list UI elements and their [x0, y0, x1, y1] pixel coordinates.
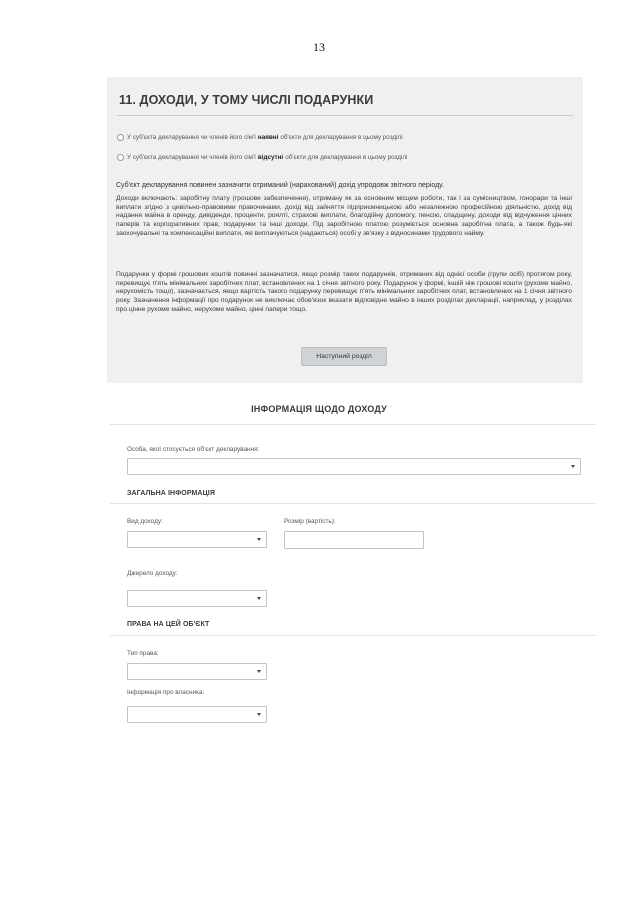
person-select[interactable] [127, 458, 581, 475]
radio-button-icon[interactable] [117, 134, 124, 141]
rights-heading: ПРАВА НА ЦЕЙ ОБ'ЄКТ [127, 621, 210, 628]
radio-button-icon[interactable] [117, 154, 124, 161]
person-label: Особа, якої стосується об'єкт декларування: [127, 446, 260, 453]
instruction-paragraph-3: Подарунки у формі грошових коштів повинні зазначатися, якщо розмір таких подарунків, отриманих від однієї особи (групи осіб) протягом року, перевищує п'ять мінімальних заробітних плат, встановлених на 1 січня звітного року. Подарунок у формі, іншій ніж грошові кошти (рухоме майно, нерухомість тощо), зазначається, якщо вартість такого подарунку перевищує п'ять мінімальних заробітних плат, встановлених на 1 січня звітного року. Зазначення інформації про подарунок не виключає обов'язок вказати відповідне майно в інших розділах декларації, наприклад, у розділах про цінне рухоме майно, нерухоме майно, цінні папери тощо. [116, 271, 572, 313]
income-type-label: Вид доходу: [127, 518, 163, 525]
income-section-panel [107, 77, 583, 383]
radio-objects-present[interactable] [117, 134, 403, 141]
radio-objects-absent[interactable] [117, 154, 407, 161]
income-info-divider [110, 424, 596, 425]
general-info-divider [110, 503, 596, 504]
income-type-select[interactable] [127, 531, 267, 548]
rights-divider [110, 635, 596, 636]
owner-info-label: Інформація про власника: [127, 689, 205, 696]
radio-present-text-bold: наявні [257, 134, 279, 141]
owner-info-select[interactable] [127, 706, 267, 723]
section-title-divider [117, 115, 573, 116]
instruction-paragraph-2: Доходи включають: заробітну плату (грошове забезпечення), отриману як за основним місцем роботи, так і за сумісництвом, гонорари та інші виплати згідно з цивільно-правовими правочинами, дохід від зайняття підприємницькою або незалежною професійною діяльністю, дохід від надання майна в оренду, дивіденди, проценти, роялті, страхові виплати, благодійну допомогу, пенсію, спадщину, доходи від відчуження цінних паперів та корпоративних прав, подарунки та інші доходи. Під заробітною платою розуміється основна заробітна плата, а також будь-які заохочувальні та компенсаційні виплати, які виплачуються (надаються) особі у зв'язку з відносинами трудового найму. [116, 195, 572, 237]
section-title: 11. ДОХОДИ, У ТОМУ ЧИСЛІ ПОДАРУНКИ [119, 93, 374, 107]
income-info-title: ІНФОРМАЦІЯ ЩОДО ДОХОДУ [251, 404, 387, 414]
radio-absent-text-bold: відсутні [257, 154, 284, 161]
chevron-down-icon [571, 465, 575, 468]
instruction-paragraph-1: Суб'єкт декларування повинен зазначити отриманий (нарахований) дохід упродовж звітного періоду. [116, 182, 444, 189]
chevron-down-icon [257, 597, 261, 600]
chevron-down-icon [257, 538, 261, 541]
next-section-button[interactable]: Наступний розділ [301, 347, 387, 366]
income-source-label: Джерело доходу: [127, 570, 178, 577]
chevron-down-icon [257, 670, 261, 673]
radio-present-text-before: У суб'єкта декларування чи членів його сім'ї [127, 134, 256, 141]
radio-absent-text-before: У суб'єкта декларування чи членів його сім'ї [127, 154, 256, 161]
income-source-select[interactable] [127, 590, 267, 607]
amount-label: Розмір (вартість): [284, 518, 336, 525]
chevron-down-icon [257, 713, 261, 716]
radio-present-text-after: об'єкти для декларування в цьому розділі [280, 134, 403, 141]
right-type-label: Тип права: [127, 650, 159, 657]
page-number: 13 [313, 40, 325, 54]
right-type-select[interactable] [127, 663, 267, 680]
radio-absent-text-after: об'єкти для декларування в цьому розділі [285, 154, 408, 161]
amount-input[interactable] [284, 531, 424, 549]
general-info-heading: ЗАГАЛЬНА ІНФОРМАЦІЯ [127, 490, 215, 497]
